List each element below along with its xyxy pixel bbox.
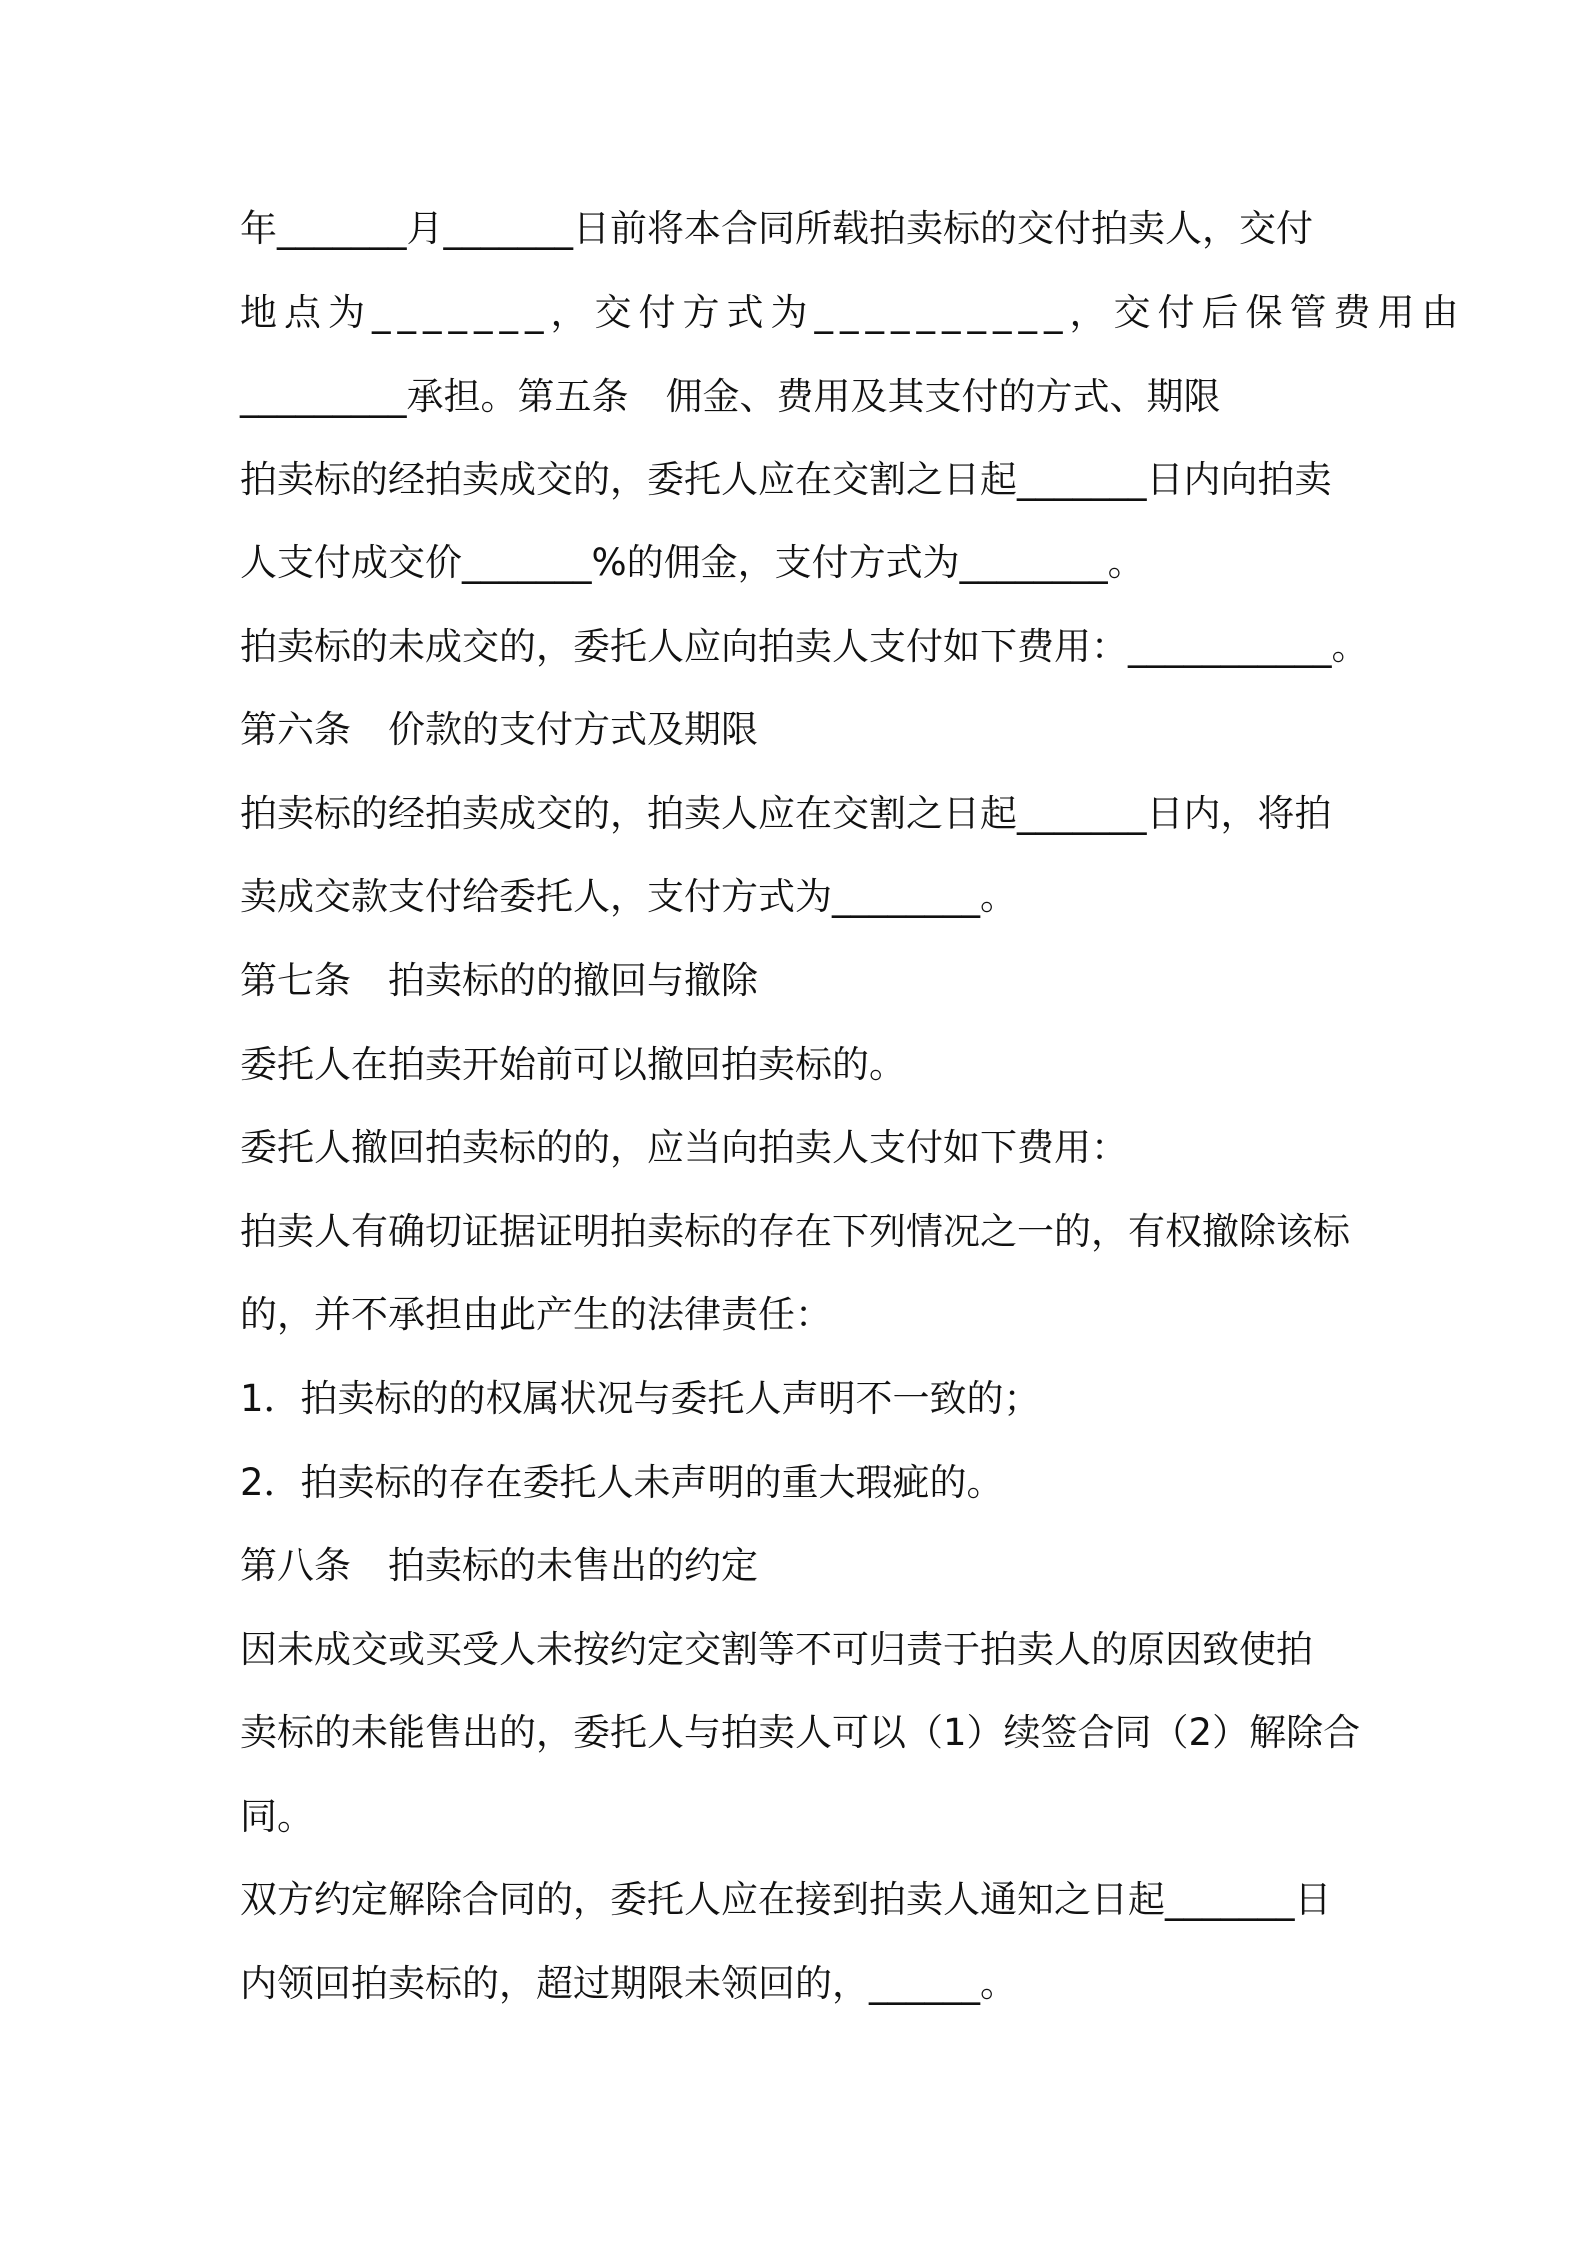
text-line: 内领回拍卖标的，超过期限未领回的，______。: [240, 1962, 1017, 2005]
text-line: 因未成交或买受人未按约定交割等不可归责于拍卖人的原因致使拍: [240, 1628, 1313, 1671]
list-item: 1．拍卖标的的权属状况与委托人声明不一致的；: [240, 1377, 1041, 1420]
text-line: 地点为_______，交付方式为__________，交付后保管费用由: [240, 291, 1466, 334]
text-line: 卖成交款支付给委托人，支付方式为________。: [240, 875, 1017, 918]
text-line: 的，并不承担由此产生的法律责任：: [240, 1293, 832, 1336]
text-line: 委托人撤回拍卖标的的，应当向拍卖人支付如下费用：: [240, 1126, 1128, 1169]
text-line: 委托人在拍卖开始前可以撤回拍卖标的。: [240, 1043, 906, 1086]
text-line: _________承担。第五条 佣金、费用及其支付的方式、期限: [240, 375, 1221, 418]
text-line: 拍卖标的经拍卖成交的，委托人应在交割之日起_______日内向拍卖: [240, 458, 1332, 501]
text-line: 年_______月_______日前将本合同所载拍卖标的交付拍卖人，交付: [240, 207, 1313, 250]
text-line: 拍卖标的未成交的，委托人应向拍卖人支付如下费用：___________。: [240, 625, 1369, 668]
section-heading: 第六条 价款的支付方式及期限: [240, 708, 758, 751]
text-line: 人支付成交价_______%的佣金，支付方式为________。: [240, 541, 1145, 584]
section-heading: 第七条 拍卖标的的撤回与撤除: [240, 959, 758, 1002]
list-item: 2．拍卖标的存在委托人未声明的重大瑕疵的。: [240, 1461, 1004, 1504]
text-line: 拍卖人有确切证据证明拍卖标的存在下列情况之一的，有权撤除该标: [240, 1210, 1350, 1253]
section-heading: 第八条 拍卖标的未售出的约定: [240, 1544, 758, 1587]
text-line: 同。: [240, 1795, 314, 1838]
text-line: 卖标的未能售出的，委托人与拍卖人可以（1）续签合同（2）解除合: [240, 1711, 1361, 1754]
text-line: 双方约定解除合同的，委托人应在接到拍卖人通知之日起_______日: [240, 1878, 1332, 1921]
text-line: 拍卖标的经拍卖成交的，拍卖人应在交割之日起_______日内，将拍: [240, 792, 1332, 835]
